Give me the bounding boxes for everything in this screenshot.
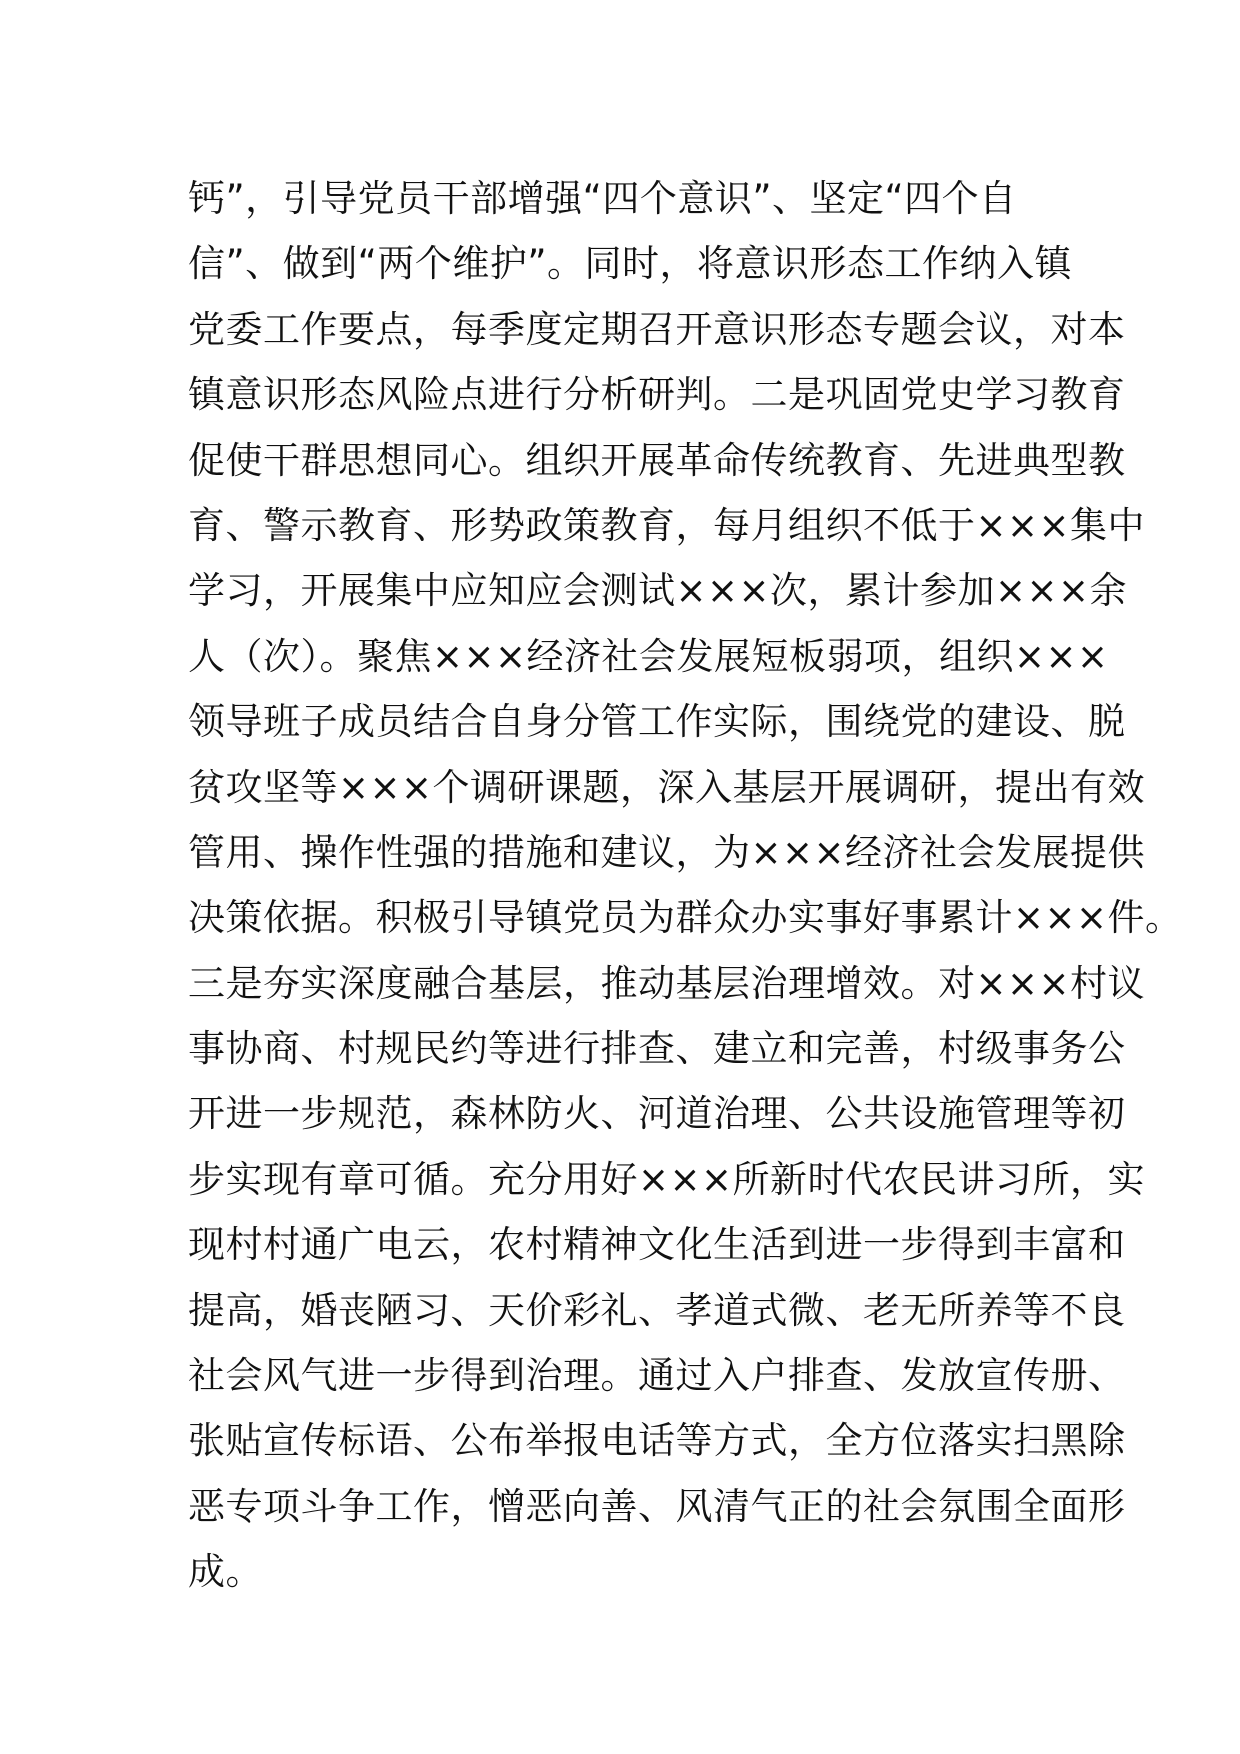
text-line-19: 社会风气进一步得到治理。通过入户排查、发放宣传册、 (188, 1354, 1126, 1398)
text-line-2: 信”、做到“两个维护”。同时，将意识形态工作纳入镇 (188, 242, 1073, 286)
text-line-11: 管用、操作性强的措施和建议，为×××经济社会发展提供 (188, 830, 1146, 874)
text-line-10: 贫攻坚等×××个调研课题，深入基层开展调研，提出有效 (188, 765, 1146, 809)
text-line-7: 学习，开展集中应知应会测试×××次，累计参加×××余 (188, 569, 1128, 613)
text-line-12: 决策依据。积极引导镇党员为群众办实事好事累计×××件。 (188, 896, 1183, 940)
text-line-4: 镇意识形态风险点进行分析研判。二是巩固党史学习教育 (188, 373, 1126, 417)
text-line-5: 促使干群思想同心。组织开展革命传统教育、先进典型教 (188, 438, 1126, 482)
text-line-20: 张贴宣传标语、公布举报电话等方式，全方位落实扫黑除 (188, 1419, 1126, 1463)
text-line-21: 恶专项斗争工作，憎恶向善、风清气正的社会氛围全面形 (188, 1484, 1126, 1528)
text-line-6: 育、警示教育、形势政策教育，每月组织不低于×××集中 (188, 503, 1146, 547)
text-line-15: 开进一步规范，森林防火、河道治理、公共设施管理等初 (188, 1092, 1126, 1136)
text-line-13: 三是夯实深度融合基层，推动基层治理增效。对×××村议 (188, 961, 1146, 1005)
text-line-17: 现村村通广电云，农村精神文化生活到进一步得到丰富和 (188, 1223, 1126, 1267)
body-text (188, 166, 1183, 1605)
text-line-8: 人（次）。聚焦×××经济社会发展短板弱项，组织××× (188, 634, 1109, 678)
text-line-14: 事协商、村规民约等进行排查、建立和完善，村级事务公 (188, 1027, 1126, 1071)
text-line-16: 步实现有章可循。充分用好×××所新时代农民讲习所，实 (188, 1157, 1146, 1201)
text-line-22: 成。 (188, 1550, 263, 1594)
text-line-9: 领导班子成员结合自身分管工作实际，围绕党的建设、脱 (188, 700, 1126, 744)
text-line-18: 提高，婚丧陋习、天价彩礼、孝道式微、老无所养等不良 (188, 1288, 1126, 1332)
text-line-3: 党委工作要点，每季度定期召开意识形态专题会议，对本 (188, 307, 1126, 351)
text-line-1: 钙”，引导党员干部增强“四个意识”、坚定“四个自 (188, 177, 1017, 220)
